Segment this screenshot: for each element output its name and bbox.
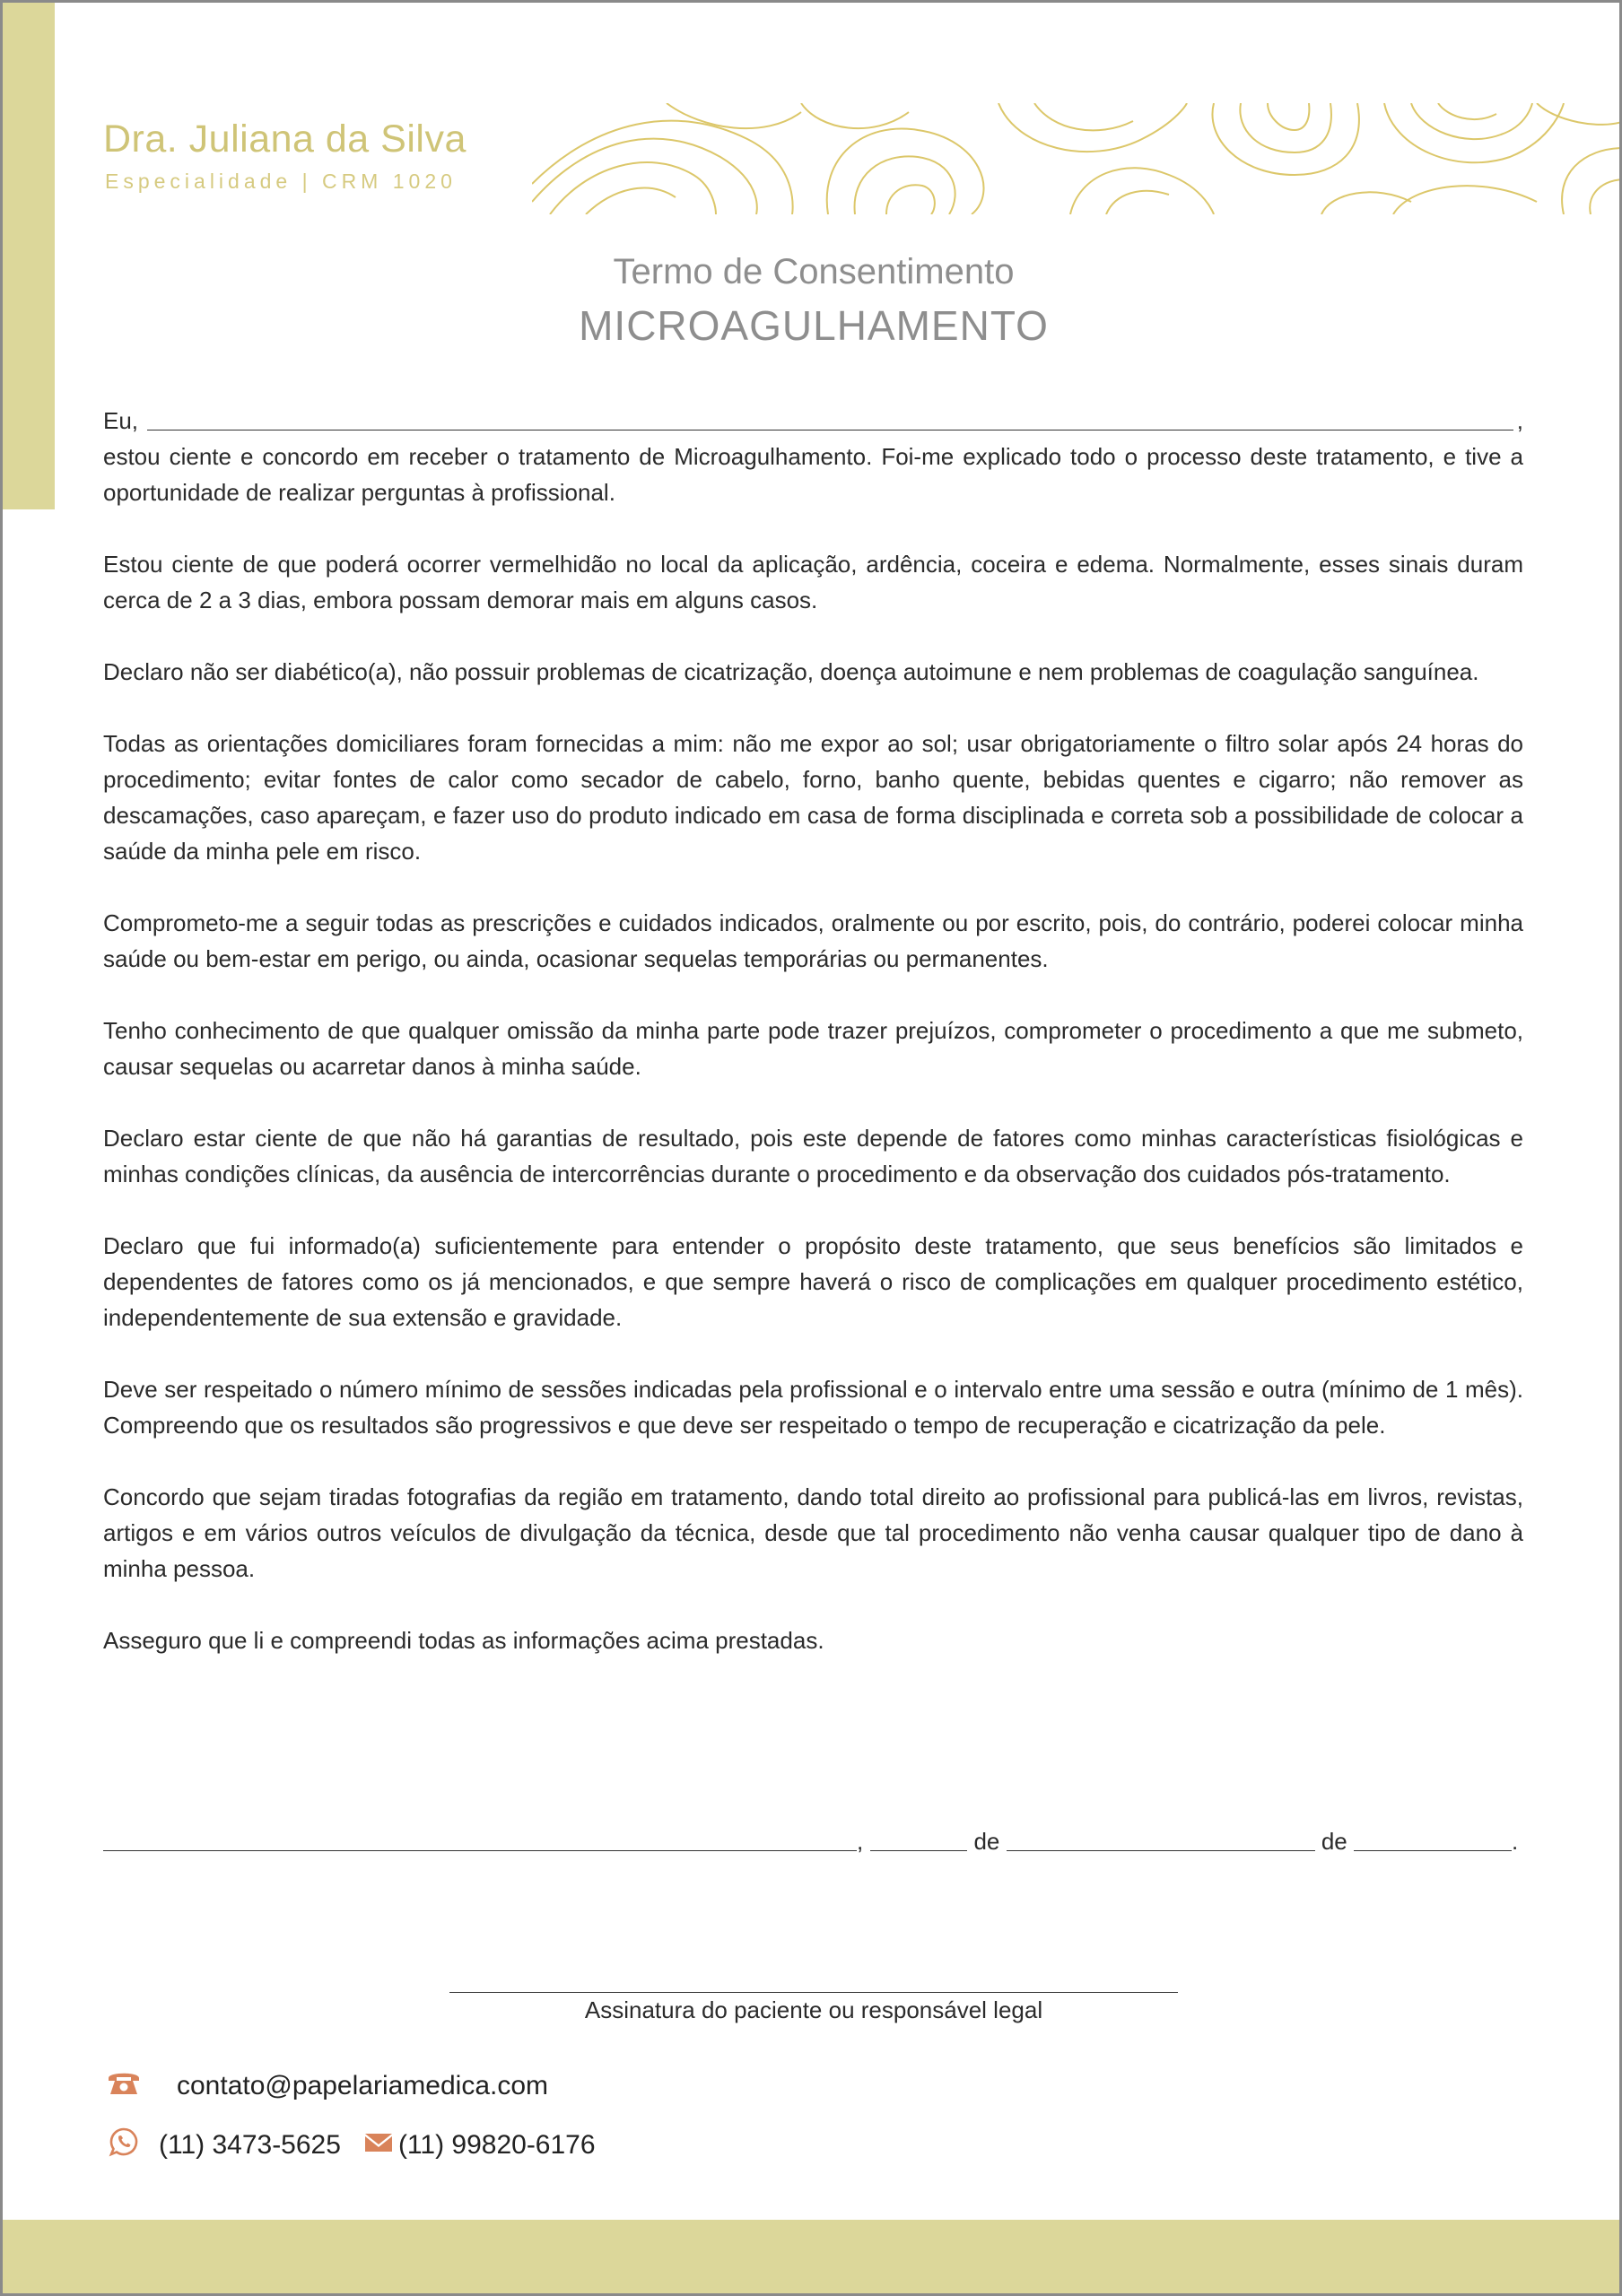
paragraph: Asseguro que li e compreendi todas as informações acima prestadas.	[103, 1627, 824, 1654]
doctor-name: Dra. Juliana da Silva	[103, 117, 467, 161]
contact-email-row	[105, 2067, 548, 2105]
city-blank[interactable]	[103, 1850, 857, 1851]
document-title: Termo de Consentimento	[613, 252, 1015, 291]
paragraph: estou ciente e concordo em receber o tratamento de Microagulhamento. Foi-me explicado todo o processo deste tratamento, e tive a oportunidade de realizar perguntas à profissional.	[103, 443, 1523, 506]
year-blank[interactable]	[1354, 1850, 1512, 1851]
eu-label: Eu,	[103, 407, 139, 434]
doctor-specialty: Especialidade | CRM 1020	[105, 170, 457, 193]
paragraph: Deve ser respeitado o número mínimo de sessões indicadas pela profissional e o intervalo entre uma sessão e outra (mínimo de 1 mês). Compreendo que os resultados são progressivos e que deve ser respeitado o tempo de recuperação e cicatrização da pele.	[103, 1376, 1523, 1439]
envelope-icon	[364, 2130, 393, 2161]
paragraph: Declaro estar ciente de que não há garantias de resultado, pois este depende de fatores como minhas características fisiológicas e minhas condições clínicas, da ausência de intercorrências durante o procedimento e da observação dos cuidados pós-tratamento.	[103, 1125, 1523, 1187]
month-blank[interactable]	[1007, 1850, 1315, 1851]
name-field-row	[103, 403, 1523, 439]
decorative-pattern	[532, 103, 1622, 214]
date-de-1: de	[967, 1828, 1007, 1855]
contact-whatsapp[interactable]: (11) 3473-5625	[159, 2130, 341, 2160]
day-blank[interactable]	[870, 1850, 967, 1851]
contact-phone[interactable]: (11) 99820-6176	[397, 2130, 596, 2160]
whatsapp-icon	[109, 2126, 139, 2164]
place-date-row	[103, 1823, 1523, 1859]
paragraph: Comprometo-me a seguir todas as prescrições e cuidados indicados, oralmente ou por escrito, pois, do contrário, poderei colocar minha saúde ou bem-estar em perigo, ou ainda, ocasionar sequelas temporárias ou permanentes.	[103, 909, 1523, 972]
contact-phone-row	[109, 2126, 596, 2164]
paragraph: Tenho conhecimento de que qualquer omissão da minha parte pode trazer prejuízos, comprometer o procedimento a que me submeto, causar sequelas ou acarretar danos à minha saúde.	[103, 1017, 1523, 1080]
contact-email[interactable]: contato@papelariamedica.com	[177, 2071, 549, 2100]
paragraph: Concordo que sejam tiradas fotografias da região em tratamento, dando total direito ao profissional para publicá-las em livros, revistas, artigos e em vários outros veículos de divulgação da técnica, desde que tal procedimento não venha causar qualquer tipo de dano à minha pessoa.	[103, 1483, 1523, 1582]
date-de-2: de	[1314, 1828, 1354, 1855]
date-end: .	[1511, 1828, 1519, 1855]
paragraph: Todas as orientações domiciliares foram fornecidas a mim: não me expor ao sol; usar obrigatoriamente o filtro solar após 24 horas do procedimento; evitar fontes de calor como secador de cabelo, forno, banho quente, bebidas quentes e cigarro; não remover as descamações, caso apareçam, e fazer uso do produto indicado em casa de forma disciplinada e correta sob a possibilidade de colocar a saúde da minha pele em risco.	[103, 730, 1523, 865]
date-comma: ,	[857, 1828, 864, 1855]
telephone-icon	[105, 2067, 143, 2105]
eu-line-end: ,	[1516, 407, 1523, 434]
document-body	[103, 403, 1523, 1694]
paragraph: Estou ciente de que poderá ocorrer vermelhidão no local da aplicação, ardência, coceira e edema. Normalmente, esses sinais duram cerca de 2 a 3 dias, embora possam demorar mais em alguns casos.	[103, 551, 1523, 613]
bottom-accent-bar	[3, 2220, 1619, 2293]
paragraph: Declaro não ser diabético(a), não possuir problemas de cicatrização, doença autoimune e nem problemas de coagulação sanguínea.	[103, 658, 1479, 685]
procedure-title: MICROAGULHAMENTO	[579, 302, 1049, 349]
side-accent-bar	[3, 3, 55, 509]
paragraph: Declaro que fui informado(a) suficientemente para entender o propósito deste tratamento, que seus benefícios são limitados e dependentes de fatores como os já mencionados, e que sempre haverá o risco de complicações em qualquer procedimento estético, independentemente de sua extensão e gravidade.	[103, 1232, 1523, 1331]
signature-label: Assinatura do paciente ou responsável legal	[584, 1996, 1043, 2023]
